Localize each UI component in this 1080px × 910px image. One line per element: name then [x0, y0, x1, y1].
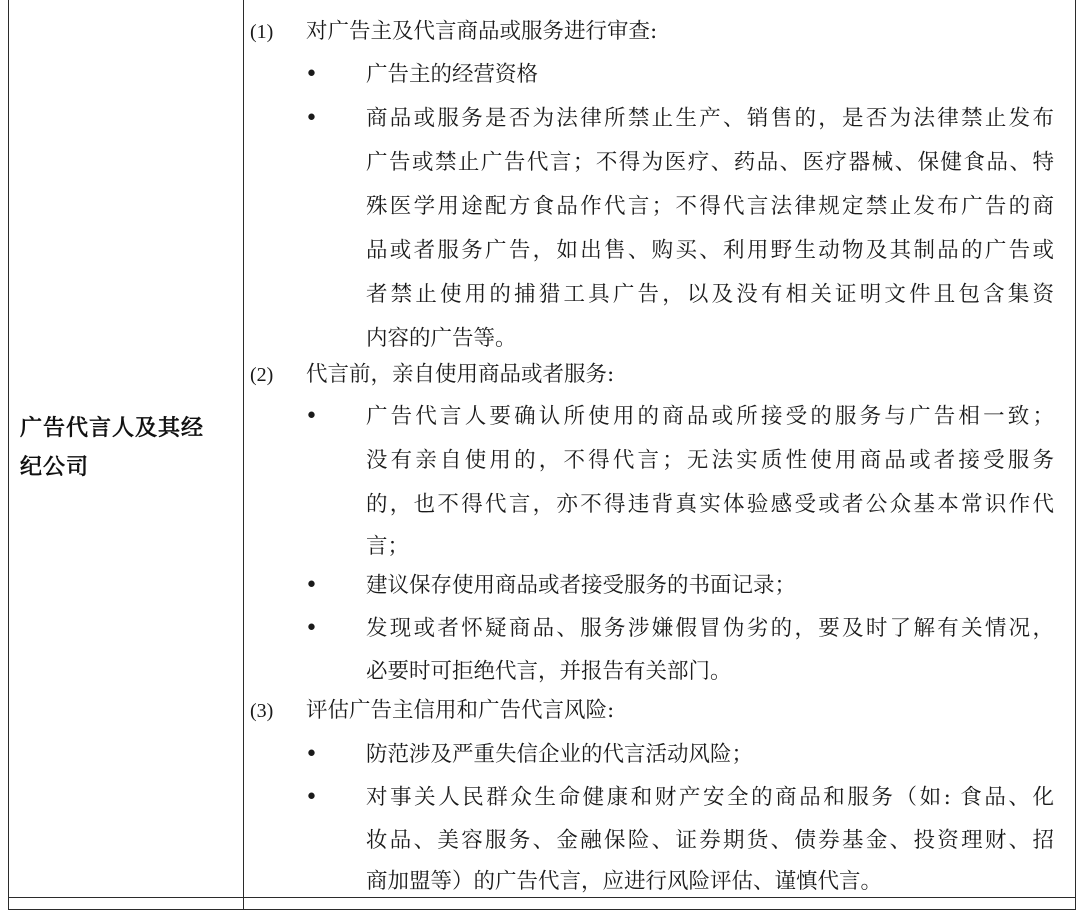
section-number: (3): [250, 700, 274, 722]
bullet-text: 广告或禁止广告代言；不得为医疗、药品、医疗器械、保健食品、特: [366, 150, 1054, 175]
bullet-text: 发现或者怀疑商品、服务涉嫌假冒伪劣的，要及时了解有关情况，: [366, 616, 1054, 641]
column-divider: [243, 0, 244, 909]
bullet-text: 广告代言人要确认所使用的商品或所接受的服务与广告相一致；: [366, 404, 1054, 429]
bullet-text: 防范涉及严重失信企业的代言活动风险；: [366, 742, 754, 767]
bullet-icon: •: [305, 616, 318, 641]
bullet-icon: •: [305, 742, 318, 767]
bullet-text: 殊医学用途配方食品作代言；不得代言法律规定禁止发布广告的商: [366, 194, 1054, 219]
bullet-text: 内容的广告等。: [366, 326, 517, 351]
bullet-text: 建议保存使用商品或者接受服务的书面记录；: [366, 573, 797, 598]
bullet-icon: •: [305, 62, 318, 87]
bullet-text: 言；: [366, 534, 410, 559]
section-number: (2): [250, 364, 274, 386]
bullet-icon: •: [305, 785, 318, 810]
section-heading: 评估广告主信用和广告代言风险:: [306, 698, 615, 723]
bullet-text: 对事关人民群众生命健康和财产安全的商品和服务（如: 食品、化: [366, 785, 1054, 810]
section-number: (1): [250, 21, 274, 43]
bullet-text: 妆品、美容服务、金融保险、证券期货、债券基金、投资理财、招: [366, 828, 1054, 853]
row-label: [20, 409, 225, 487]
row-label-line: 纪公司: [20, 455, 90, 480]
bullet-icon: •: [305, 106, 318, 131]
bullet-text: 没有亲自使用的，不得代言；无法实质性使用商品或者接受服务: [366, 448, 1054, 473]
bullet-icon: •: [305, 404, 318, 429]
bullet-text: 广告主的经营资格: [366, 62, 539, 87]
bullet-text: 品或者服务广告，如出售、购买、利用野生动物及其制品的广告或: [366, 238, 1054, 263]
bullet-text: 商品或服务是否为法律所禁止生产、销售的，是否为法律禁止发布: [366, 106, 1054, 131]
section-heading: 代言前，亲自使用商品或者服务:: [306, 362, 615, 387]
section-heading: 对广告主及代言商品或服务进行审查:: [306, 19, 658, 44]
bullet-text: 者禁止使用的捕猎工具广告，以及没有相关证明文件且包含集资: [366, 282, 1054, 307]
bullet-icon: •: [305, 573, 318, 598]
bullet-text: 必要时可拒绝代言，并报告有关部门。: [366, 659, 732, 684]
bullet-text: 商加盟等）的广告代言，应进行风险评估、谨慎代言。: [366, 869, 883, 894]
bullet-text: 的，也不得代言，亦不得违背真实体验感受或者公众基本常识作代: [366, 492, 1054, 517]
row-label-line: 广告代言人及其经: [20, 416, 205, 441]
